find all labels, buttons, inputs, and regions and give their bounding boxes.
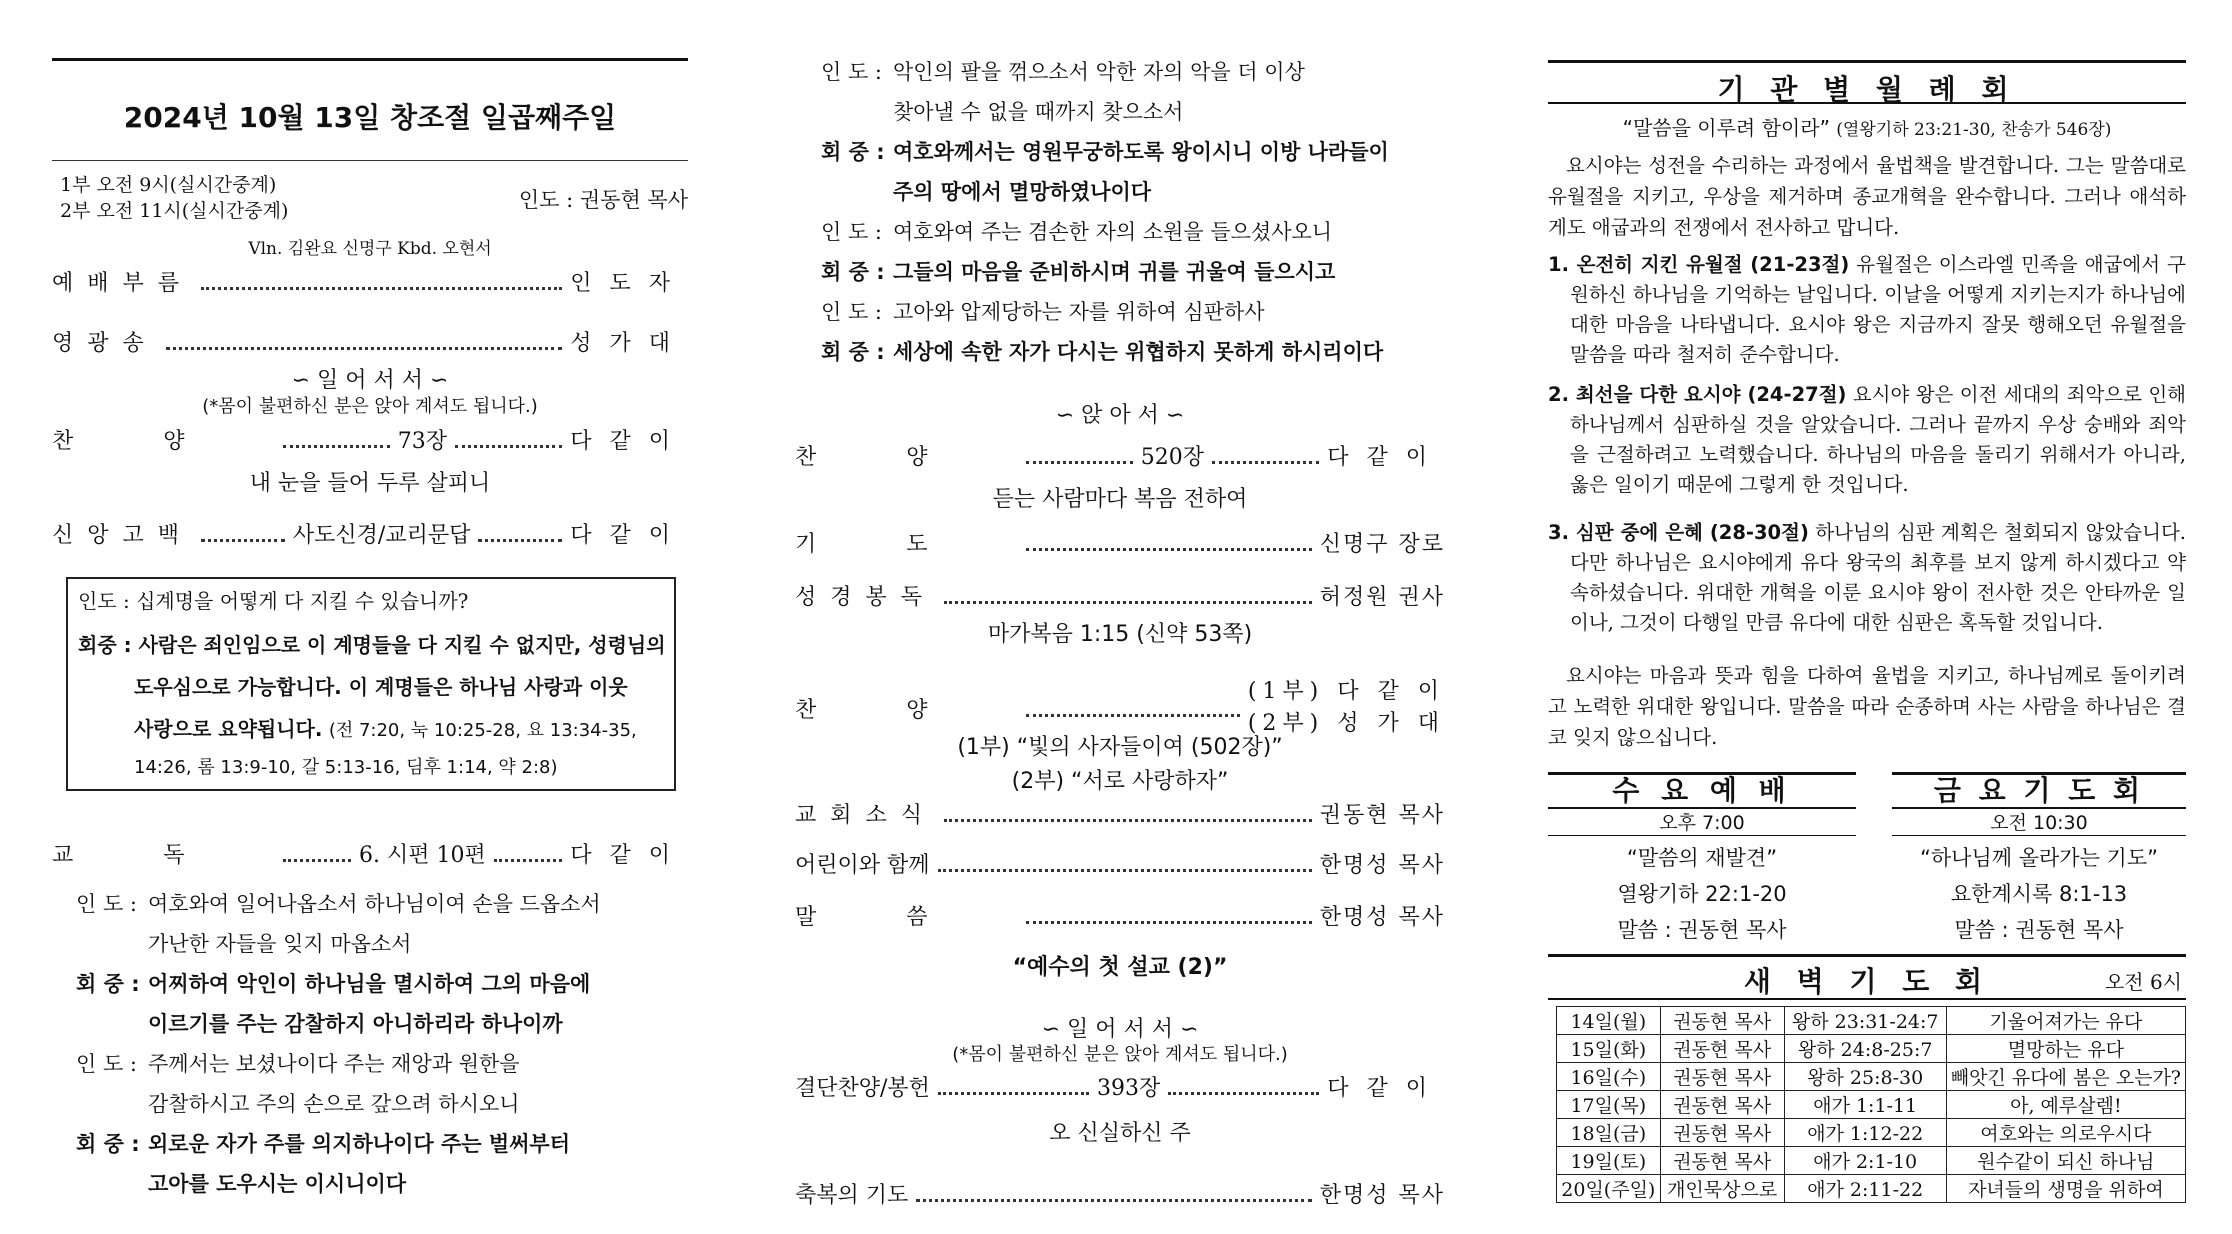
- friday-text: 요한계시록 8:1-13: [1950, 882, 2128, 906]
- wednesday-preacher: 말씀 : 권동현 목사: [1617, 918, 1787, 942]
- responsive-text-cont: 찾아낼 수 없을 때까지 찾으소서: [893, 100, 1184, 124]
- page-title: 2024년 10월 13일 창조절 일곱째주일: [123, 101, 617, 134]
- dawn-cell: 권동현 목사: [1660, 1007, 1784, 1035]
- responsive-text: 여호와께서는 영원무궁하도록 왕이시니 이방 나라들이: [893, 140, 1389, 164]
- responsive-text: 고아와 압제당하는 자를 위하여 심판하사: [893, 300, 1265, 324]
- anthem-1: (1부) “빛의 사자들이여 (502장)”: [957, 735, 1283, 760]
- dawn-cell: 20일(주일): [1557, 1175, 1661, 1203]
- sermon-point-heading: 3. 심판 중에 은혜 (28-30절): [1548, 521, 1809, 544]
- dawn-cell: 왕하 24:8-25:7: [1784, 1035, 1946, 1063]
- service-time-1: 1부 오전 9시(실시간중계): [60, 174, 277, 196]
- dawn-cell: 애가 2:11-22: [1784, 1175, 1946, 1203]
- responsive-speaker: 인 도 :: [821, 60, 882, 84]
- dawn-row: [1557, 1119, 2186, 1147]
- sermon-point: [1548, 380, 2186, 500]
- responsive-speaker: 인 도 :: [821, 220, 882, 244]
- hymn-2: 찬양 520장 다같이: [795, 445, 1445, 470]
- dawn-cell: 14일(월): [1557, 1007, 1661, 1035]
- sermon: 말씀 한명성 목사: [795, 905, 1445, 930]
- offering-hymn-title: 오 신실하신 주: [1049, 1121, 1191, 1146]
- responsive-text: 악인의 팔을 꺾으소서 악한 자의 악을 더 이상: [893, 60, 1305, 84]
- dawn-cell: 아, 예루살렘!: [1946, 1091, 2185, 1119]
- announcements: 교회소식 권동현 목사: [795, 803, 1445, 828]
- sermon-point-heading: 2. 최선을 다한 요시야 (24-27절): [1548, 383, 1847, 406]
- wednesday-service: [1548, 772, 1856, 944]
- dawn-cell: 권동현 목사: [1660, 1035, 1784, 1063]
- dawn-time: 오전 6시: [2104, 970, 2182, 994]
- hymn-1-title: 내 눈을 들어 두루 살피니: [249, 471, 491, 496]
- responsive-line: [821, 252, 1335, 292]
- responsive-speaker: 회 중 :: [821, 260, 885, 284]
- anthem: 찬양 (1부) 다 같 이 (2부) 성 가 대: [795, 679, 1445, 736]
- friday-preacher: 말씀 : 권동현 목사: [1954, 918, 2124, 942]
- scripture-ref: 마가복음 1:15 (신약 53쪽): [987, 622, 1253, 647]
- children-time: 어린이와 함께 한명성 목사: [795, 853, 1445, 878]
- creed: 신앙고백 사도신경/교리문답 다같이: [52, 523, 688, 548]
- dawn-cell: 15일(화): [1557, 1035, 1661, 1063]
- sermon-point-body: 하나님의 심판 계획은 철회되지 않았습니다. 다만 하나님은 요시야에게 유다 왕국의 최후를 보지 않게 하시겠다고 약속하셨습니다. 위대한 개혁을 이룬 요시야 왕이 전사한 것은 안타까운 일이나, 그것이 다행일 만큼 유다에 대한 심판은 혹독할 것입니다.: [1570, 521, 2186, 634]
- hymn-2-title: 듣는 사람마다 복음 전하여: [992, 487, 1248, 512]
- responsive-text: 여호와여 일어나옵소서 하나님이여 손을 드옵소서: [148, 892, 601, 916]
- dawn-row: [1557, 1091, 2186, 1119]
- gloria-patri: 영광송 성가대: [52, 331, 688, 356]
- dawn-cell: 애가 1:1-11: [1784, 1091, 1946, 1119]
- responsive-text-cont: 이르기를 주는 감찰하지 아니하리라 하나이까: [148, 1012, 563, 1036]
- meeting-title: 기 관 별 월 례 회: [1717, 73, 2017, 106]
- meeting-intro: 요시야는 성전을 수리하는 과정에서 율법책을 발견합니다. 그는 말씀대로 유월절을 지키고, 우상을 제거하며 종교개혁을 완수합니다. 그러나 애석하게도 애굽과의 전쟁에서 전사하고 맙니다.: [1548, 154, 2186, 239]
- catechism-box: [66, 577, 676, 791]
- leader: 인도 : 권동현 목사: [518, 188, 688, 212]
- dawn-cell: 권동현 목사: [1660, 1147, 1784, 1175]
- offering-hymn: 결단찬양/봉헌 393장 다같이: [795, 1076, 1446, 1101]
- divider: [52, 160, 688, 161]
- wednesday-text: 열왕기하 22:1-20: [1617, 882, 1787, 906]
- responsive-text-cont: 주의 땅에서 멸망하였나이다: [893, 180, 1152, 204]
- friday-theme: “하나님께 올라가는 기도”: [1920, 846, 2158, 870]
- responsive-speaker: 회 중 :: [821, 340, 885, 364]
- responsive-text: 세상에 속한 자가 다시는 위협하지 못하게 하시리이다: [893, 340, 1384, 364]
- sermon-title: “예수의 첫 설교 (2)”: [1012, 955, 1228, 980]
- stand-marker-2: ∽ 일 어 서 서 ∽: [1041, 1017, 1199, 1042]
- responsive-text-cont: 감찰하시고 주의 손으로 갚으려 하시오니: [148, 1092, 520, 1116]
- responsive-text-cont: 고아를 도우시는 이시니이다: [148, 1172, 407, 1196]
- scripture-reading: 성경봉독 허정원 권사: [795, 585, 1445, 610]
- responsive-line: [821, 332, 1383, 372]
- dawn-cell: 빼앗긴 유다에 봄은 오는가?: [1946, 1063, 2185, 1091]
- dawn-cell: 기울어져가는 유다: [1946, 1007, 2185, 1035]
- friday-prayer: [1892, 772, 2186, 944]
- responsive-text: 외로운 자가 주를 의지하나이다 주는 벌써부터: [148, 1132, 570, 1156]
- responsive-line: [76, 964, 590, 1004]
- responsive-speaker: 인 도 :: [76, 892, 137, 916]
- dawn-cell: 권동현 목사: [1660, 1119, 1784, 1147]
- dawn-row: [1557, 1035, 2186, 1063]
- call-to-worship: 예배부름 인도자: [52, 271, 688, 296]
- dawn-cell: 개인묵상으로: [1660, 1175, 1784, 1203]
- stand-marker: ∽ 일 어 서 서 ∽: [291, 368, 449, 393]
- responsive-text: 주께서는 보셨나이다 주는 재앙과 원한을: [148, 1052, 520, 1076]
- catechism-question: 인도 : 십계명을 어떻게 다 지킬 수 있습니까?: [78, 589, 469, 613]
- dawn-title: 새 벽 기 도 회: [1743, 965, 1991, 998]
- dawn-cell: 17일(목): [1557, 1091, 1661, 1119]
- responsive-text: 어찌하여 악인이 하나님을 멸시하여 그의 마음에: [148, 972, 591, 996]
- prayer: 기도 신명구 장로: [795, 532, 1445, 557]
- catechism-answer-3: 사랑으로 요약됩니다. (전 7:20, 눅 10:25-28, 요 13:34-35,: [134, 717, 637, 741]
- dawn-cell: 자녀들의 생명을 위하여: [1946, 1175, 2185, 1203]
- dawn-row: [1557, 1007, 2186, 1035]
- stand-note-2: (*몸이 불편하신 분은 앉아 계셔도 됩니다.): [952, 1044, 1288, 1065]
- responsive-text-cont: 가난한 자들을 잊지 마옵소서: [148, 932, 412, 956]
- responsive-line: [821, 132, 1389, 172]
- sermon-point-body: 유월절은 이스라엘 민족을 애굽에서 구원하신 하나님을 기억하는 날입니다. 이날을 어떻게 지키는지가 하나님에 대한 마음을 나타냅니다. 요시야 왕은 지금까지 잘못 행해오던 유월절을 말씀을 따라 철저히 준수합니다.: [1570, 253, 2187, 366]
- responsive-line: [76, 1044, 520, 1084]
- dawn-cell: 멸망하는 유다: [1946, 1035, 2185, 1063]
- dawn-cell: 19일(토): [1557, 1147, 1661, 1175]
- dawn-schedule: [1556, 1006, 2186, 1203]
- dawn-table: [1556, 1006, 2186, 1203]
- dawn-cell: 왕하 25:8-30: [1784, 1063, 1946, 1091]
- divider: [1548, 102, 2186, 104]
- wednesday-theme: “말씀의 재발견”: [1626, 846, 1778, 870]
- dawn-row: [1557, 1147, 2186, 1175]
- responsive-line: [821, 292, 1265, 332]
- stand-note: (*몸이 불편하신 분은 앉아 계셔도 됩니다.): [202, 396, 538, 417]
- responsive-speaker: 인 도 :: [821, 300, 882, 324]
- benediction: 축복의 기도 한명성 목사: [795, 1183, 1445, 1208]
- musicians: Vln. 김완요 신명구 Kbd. 오현서: [248, 239, 492, 259]
- sermon-point: [1548, 250, 2186, 370]
- dawn-row: [1557, 1175, 2186, 1203]
- sermon-point: [1548, 518, 2186, 638]
- responsive-speaker: 인 도 :: [76, 1052, 137, 1076]
- anthem-2: (2부) “서로 사랑하자”: [1011, 769, 1229, 794]
- dawn-cell: 18일(금): [1557, 1119, 1661, 1147]
- sermon-point-heading: 1. 온전히 지킨 유월절 (21-23절): [1548, 253, 1850, 276]
- dawn-cell: 16일(수): [1557, 1063, 1661, 1091]
- friday-title: 금 요 기 도 회: [1933, 774, 2145, 807]
- top-rule: [1548, 60, 2186, 63]
- responsive-speaker: 회 중 :: [76, 1132, 140, 1156]
- catechism-answer-2: 도우심으로 가능합니다. 이 계명들은 하나님 사랑과 이웃: [134, 675, 628, 699]
- responsive-line: [821, 52, 1305, 92]
- hymn-1: 찬양 73장 다같이: [52, 429, 688, 454]
- responsive-text: 그들의 마음을 준비하시며 귀를 귀울여 들으시고: [893, 260, 1336, 284]
- top-rule: [52, 58, 688, 61]
- wednesday-time: 오후 7:00: [1659, 812, 1745, 834]
- dawn-cell: 애가 2:1-10: [1784, 1147, 1946, 1175]
- responsive-line: [821, 212, 1332, 252]
- meeting-subtitle: “말씀을 이루려 함이라” (열왕기하 23:21-30, 찬송가 546장): [1622, 116, 2112, 140]
- catechism-answer-1: 회중 : 사람은 죄인임으로 이 계명들을 다 지킬 수 없지만, 성령님의: [78, 633, 666, 657]
- dawn-rule-2: [1548, 998, 2186, 1000]
- sermon-point-body: 요시야 왕은 이전 세대의 죄악으로 인해 하나님께서 심판하실 것을 알았습니다. 그러나 끝까지 우상 숭배와 죄악을 근절하려고 노력했습니다. 하나님의 마음을 돌리기 위해서가 아니라, 옳은 일이기 때문에 그렇게 한 것입니다.: [1570, 383, 2187, 496]
- wednesday-title: 수 요 예 배: [1612, 774, 1792, 807]
- catechism-refs: 14:26, 롬 13:9-10, 갈 5:13-16, 딤후 1:14, 약 2:8): [134, 757, 558, 778]
- responsive-text: 여호와여 주는 겸손한 자의 소원을 들으셨사오니: [893, 220, 1333, 244]
- responsive-speaker: 회 중 :: [821, 140, 885, 164]
- sit-marker: ∽ 앉 아 서 ∽: [1055, 403, 1185, 428]
- responsive-speaker: 회 중 :: [76, 972, 140, 996]
- friday-time: 오전 10:30: [1990, 812, 2088, 834]
- dawn-row: [1557, 1063, 2186, 1091]
- dawn-rule: [1548, 954, 2186, 957]
- service-time-2: 2부 오전 11시(실시간중계): [60, 200, 289, 222]
- meeting-closing: 요시야는 마음과 뜻과 힘을 다하여 율법을 지키고, 하나님께로 돌이키려고 노력한 위대한 왕입니다. 말씀을 따라 순종하며 사는 사람을 하나님은 결코 잊지 않으십니다.: [1548, 664, 2186, 749]
- responsive-line: [76, 884, 601, 924]
- dawn-cell: 여호와는 의로우시다: [1946, 1119, 2185, 1147]
- responsive-reading: 교독 6. 시편 10편 다같이: [52, 843, 689, 868]
- dawn-cell: 왕하 23:31-24:7: [1784, 1007, 1946, 1035]
- responsive-line: [76, 1124, 570, 1164]
- dawn-cell: 원수같이 되신 하나님: [1946, 1147, 2185, 1175]
- dawn-cell: 권동현 목사: [1660, 1091, 1784, 1119]
- dawn-cell: 권동현 목사: [1660, 1063, 1784, 1091]
- dawn-cell: 애가 1:12-22: [1784, 1119, 1946, 1147]
